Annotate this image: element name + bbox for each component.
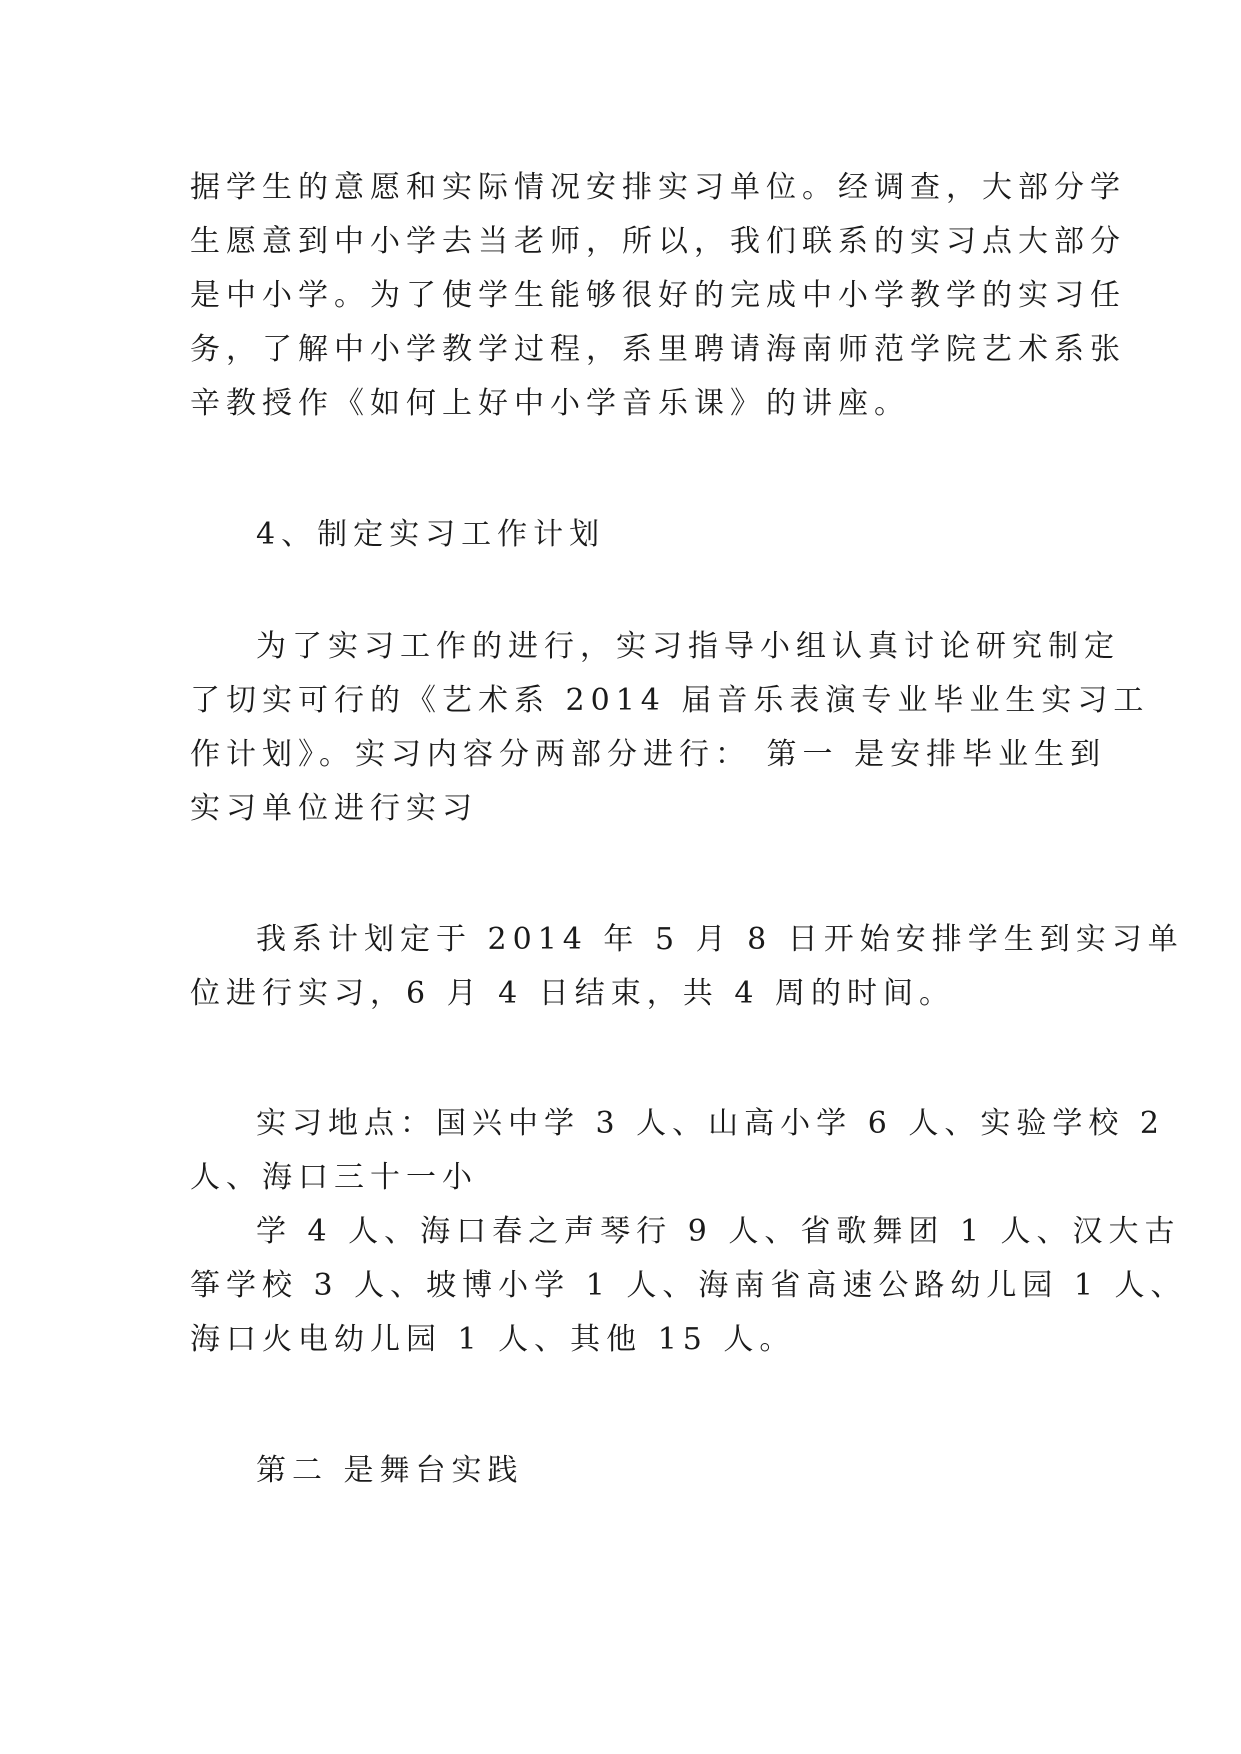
paragraph-line: 实习单位进行实习 <box>190 791 478 826</box>
paragraph-line: 筝学校 3 人、坡博小学 1 人、海南省高速公路幼儿园 1 人、 <box>190 1268 1187 1303</box>
paragraph-line: 我系计划定于 2014 年 5 月 8 日开始安排学生到实习单 <box>256 922 1184 957</box>
paragraph-line: 是中小学。为了使学生能够很好的完成中小学教学的实习任 <box>190 278 1126 313</box>
paragraph-line: 学 4 人、海口春之声琴行 9 人、省歌舞团 1 人、汉大古 <box>256 1214 1181 1249</box>
paragraph-line: 人、海口三十一小 <box>190 1160 478 1195</box>
paragraph-line: 了切实可行的《艺术系 2014 届音乐表演专业毕业生实习工 <box>190 683 1150 718</box>
paragraph-line: 实习地点：国兴中学 3 人、山高小学 6 人、实验学校 2 <box>256 1106 1165 1141</box>
paragraph-line: 海口火电幼儿园 1 人、其他 15 人。 <box>190 1322 796 1357</box>
paragraph-line: 辛教授作《如何上好中小学音乐课》的讲座。 <box>190 386 910 421</box>
paragraph-line: 作计划》。实习内容分两部分进行： 第一 是安排毕业生到 <box>190 737 1107 772</box>
paragraph-line: 为了实习工作的进行，实习指导小组认真讨论研究制定 <box>256 629 1120 664</box>
paragraph-line: 位进行实习，6 月 4 日结束，共 4 周的时间。 <box>190 976 955 1011</box>
paragraph-line: 第二 是舞台实践 <box>256 1453 524 1488</box>
section-heading: 4、制定实习工作计划 <box>256 517 606 552</box>
paragraph-line: 生愿意到中小学去当老师，所以，我们联系的实习点大部分 <box>190 224 1126 259</box>
paragraph-line: 据学生的意愿和实际情况安排实习单位。经调查，大部分学 <box>190 170 1126 205</box>
paragraph-line: 务，了解中小学教学过程，系里聘请海南师范学院艺术系张 <box>190 332 1126 367</box>
